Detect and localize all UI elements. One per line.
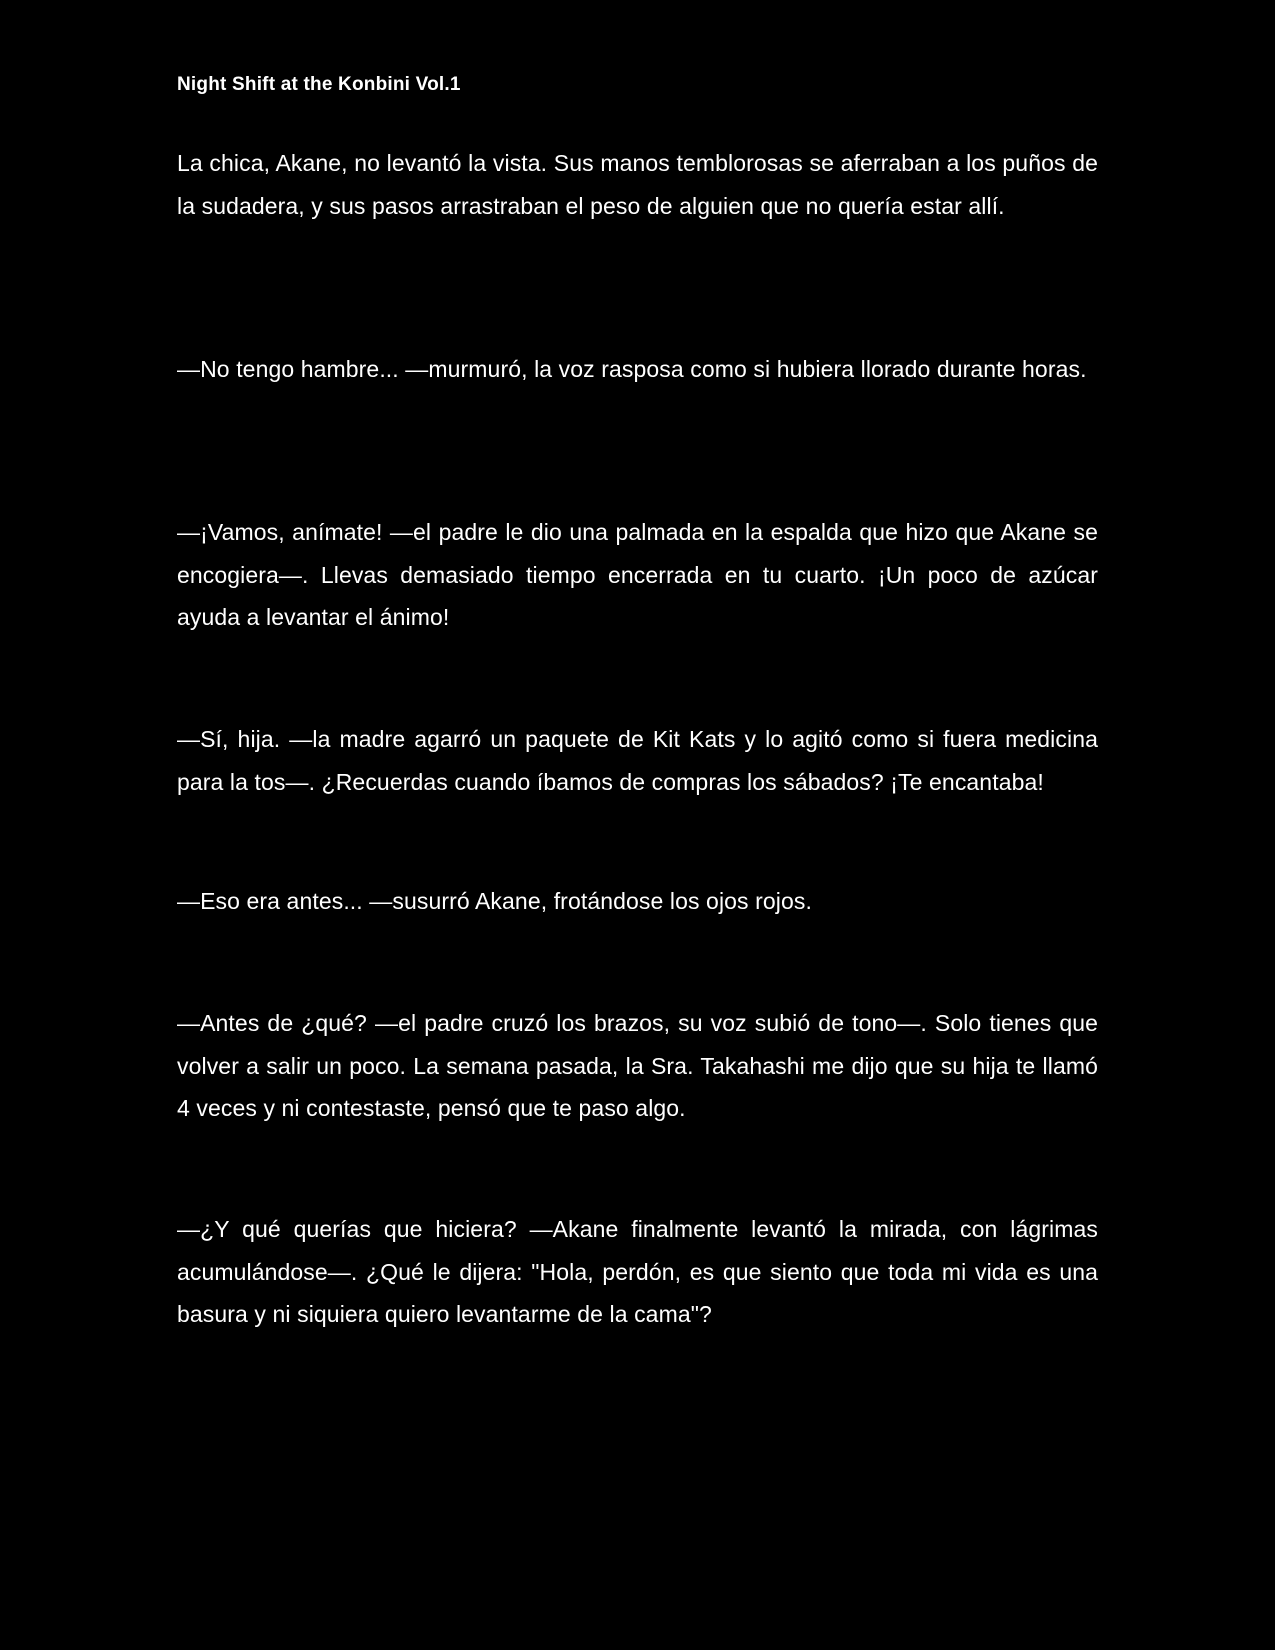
paragraph-1: La chica, Akane, no levantó la vista. Sus manos temblorosas se aferraban a los puños de la sudadera, y sus pasos arrastraban el peso de alguien que no quería estar allí. <box>177 150 1098 219</box>
paragraph-3: —¡Vamos, anímate! —el padre le dio una palmada en la espalda que hizo que Akane se encogiera—. Llevas demasiado tiempo encerrada en tu cuarto. ¡Un poco de azúcar ayuda a levantar el ánimo! <box>177 519 1098 630</box>
paragraph-7: —¿Y qué querías que hiciera? —Akane finalmente levantó la mirada, con lágrimas acumulándose—. ¿Qué le dijera: "Hola, perdón, es que siento que toda mi vida es una basura y ni siquiera quiero levantarme de la cama"? <box>177 1216 1098 1327</box>
paragraph-4: —Sí, hija. —la madre agarró un paquete de Kit Kats y lo agitó como si fuera medicina para la tos—. ¿Recuerdas cuando íbamos de compras los sábados? ¡Te encantaba! <box>177 726 1098 795</box>
paragraph-5: —Eso era antes... —susurró Akane, frotándose los ojos rojos. <box>177 888 812 914</box>
paragraph-6: —Antes de ¿qué? —el padre cruzó los brazos, su voz subió de tono—. Solo tienes que volver a salir un poco. La semana pasada, la Sra. Takahashi me dijo que su hija te llamó 4 veces y ni contestaste, pensó que te paso algo. <box>177 1010 1098 1121</box>
running-header-title: Night Shift at the Konbini Vol.1 <box>177 74 461 95</box>
paragraph-2: —No tengo hambre... —murmuró, la voz rasposa como si hubiera llorado durante horas. <box>177 356 1087 382</box>
